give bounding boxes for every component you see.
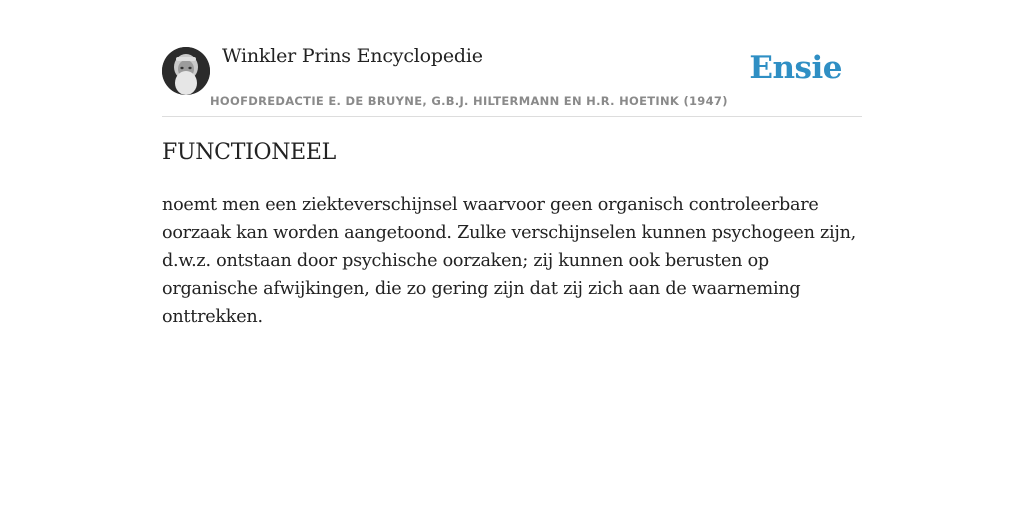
entry-title: FUNCTIONEEL: [162, 140, 336, 165]
source-subtitle: HOOFDREDACTIE E. DE BRUYNE, G.B.J. HILTERMANN EN H.R. HOETINK (1947): [210, 94, 728, 108]
header: [162, 0, 862, 117]
page: [162, 0, 862, 512]
author-portrait-icon[interactable]: [162, 47, 210, 95]
ensie-logo-link[interactable]: Ensie: [749, 50, 842, 86]
entry-body: noemt men een ziekteverschijnsel waarvoor geen organisch controleerbare oorzaak kan worden aangetoond. Zulke verschijnselen kunnen psychogeen zijn, d.w.z. ontstaan door psychische oorzaken; zij kunnen ook berusten op organische afwijkingen, die zo gering zijn dat zij zich aan de waarneming onttrekken.: [162, 195, 857, 327]
source-title[interactable]: Winkler Prins Encyclopedie: [222, 45, 483, 67]
